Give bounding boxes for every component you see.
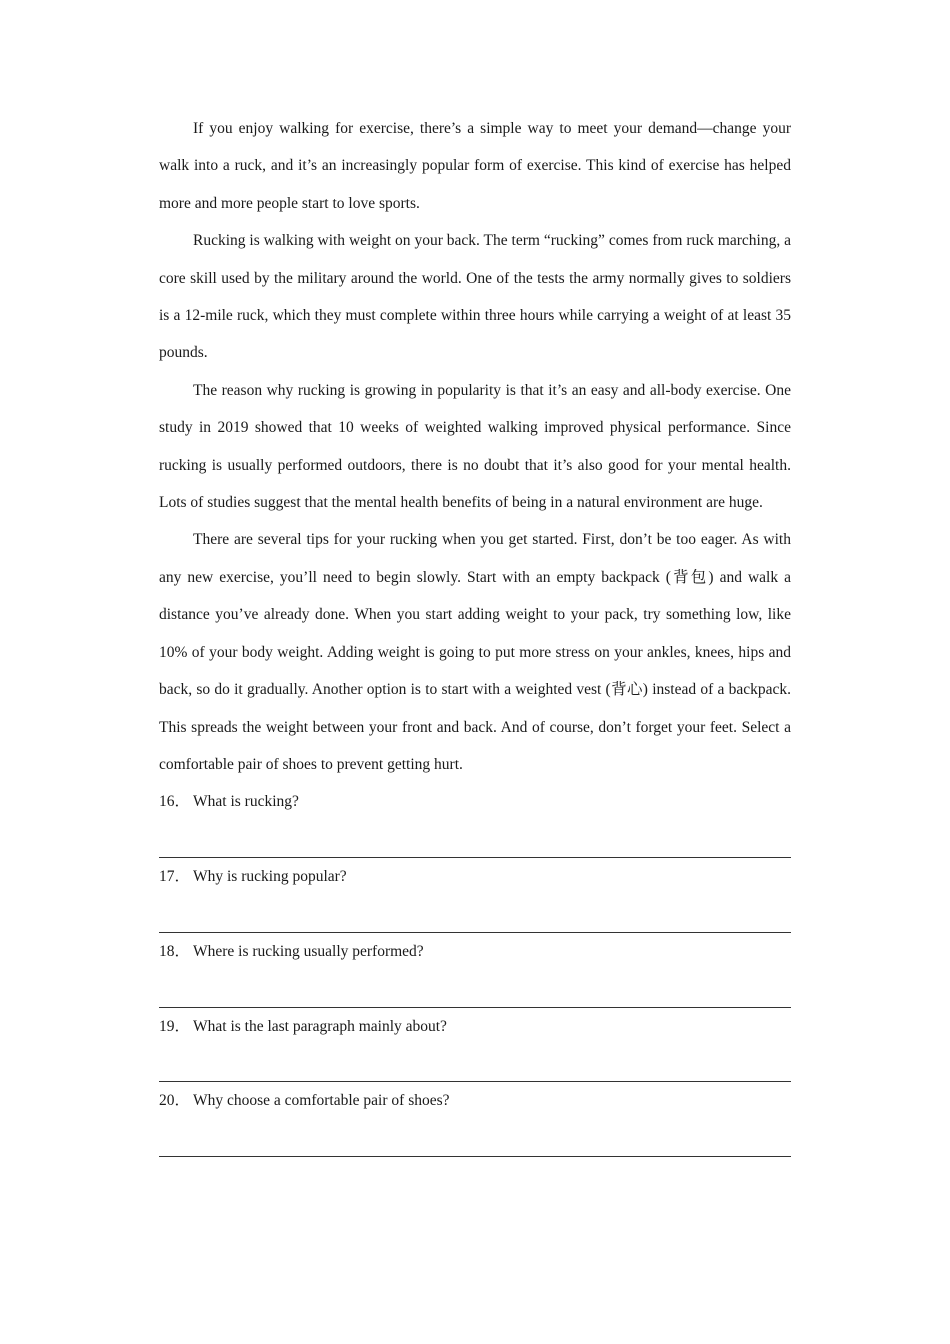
answer-line-19[interactable] — [159, 1045, 791, 1082]
document-page — [159, 110, 791, 1157]
question-text: What is the last paragraph mainly about? — [193, 1017, 447, 1035]
answer-line-17[interactable] — [159, 895, 791, 932]
reading-passage — [159, 110, 791, 783]
answer-line-18[interactable] — [159, 970, 791, 1007]
question-text: Why is rucking popular? — [193, 868, 347, 886]
question-number: 20． — [159, 1092, 191, 1110]
passage-paragraph-4: There are several tips for your rucking when you get started. First, don’t be too eager. As with any new exercise, you’ll need to begin slowly. Start with an empty backpack (背包) and walk a distance you’ve already done. When you start adding weight to your pack, try something low, like 10% of your body weight. Adding weight is going to put more stress on your ankles, knees, hips and back, so do it gradually. Another option is to start with a weighted vest (背心) instead of a backpack. This spreads the weight between your front and back. And of course, don’t forget your feet. Select a comfortable pair of shoes to prevent getting hurt. — [159, 531, 791, 773]
question-18 — [159, 933, 791, 970]
question-item — [159, 1008, 791, 1083]
question-item — [159, 1082, 791, 1157]
question-item — [159, 858, 791, 933]
question-item — [159, 783, 791, 858]
answer-line-16[interactable] — [159, 821, 791, 858]
question-19 — [159, 1008, 791, 1045]
passage-paragraph-3: The reason why rucking is growing in popularity is that it’s an easy and all-body exercise. One study in 2019 showed that 10 weeks of weighted walking improved physical performance. Since rucking is usually performed outdoors, there is no doubt that it’s also good for your mental health. Lots of studies suggest that the mental health benefits of being in a natural environment are huge. — [159, 381, 791, 512]
question-number: 19． — [159, 1017, 191, 1035]
question-16 — [159, 783, 791, 820]
question-text: Why choose a comfortable pair of shoes? — [193, 1092, 450, 1110]
question-list — [159, 783, 791, 1157]
question-text: What is rucking? — [193, 793, 299, 811]
question-17 — [159, 858, 791, 895]
passage-paragraph-1: If you enjoy walking for exercise, there’s a simple way to meet your demand—change your walk into a ruck, and it’s an increasingly popular form of exercise. This kind of exercise has helped more and more people start to love sports. — [159, 120, 791, 212]
question-number: 17． — [159, 868, 191, 886]
answer-line-20[interactable] — [159, 1120, 791, 1157]
question-number: 18． — [159, 942, 191, 960]
question-item — [159, 933, 791, 1008]
question-number: 16． — [159, 793, 191, 811]
question-20 — [159, 1082, 791, 1119]
passage-paragraph-2: Rucking is walking with weight on your back. The term “rucking” comes from ruck marching, a core skill used by the military around the world. One of the tests the army normally gives to soldiers is a 12-mile ruck, which they must complete within three hours while carrying a weight of at least 35 pounds. — [159, 232, 791, 362]
question-text: Where is rucking usually performed? — [193, 942, 424, 960]
